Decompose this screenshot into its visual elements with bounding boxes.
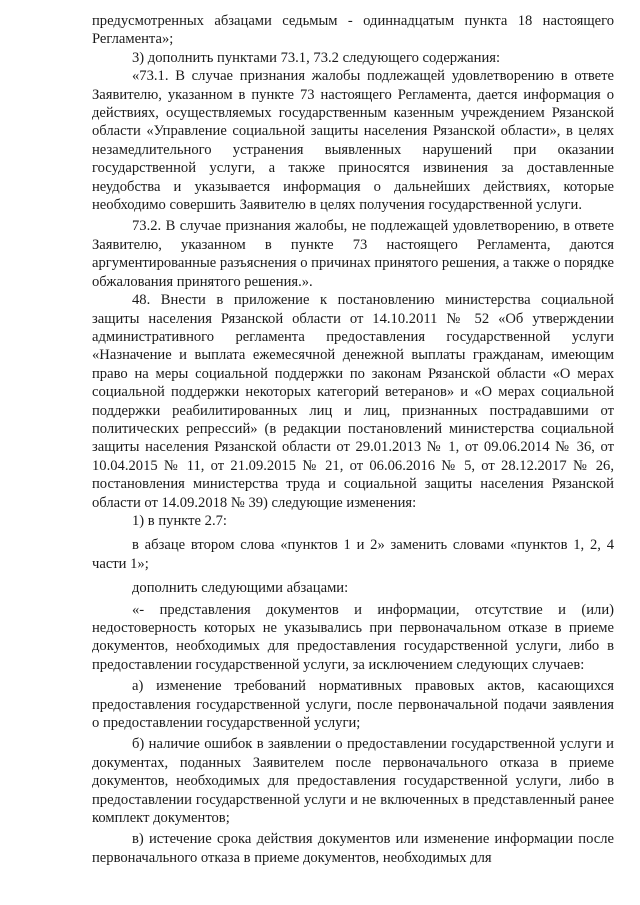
paragraph-48: 48. Внести в приложение к постановлению министерства социальной защиты населения Рязанской области от 14.10.2011 № 52 «Об утверждении административного регламента предоставления государственной услуги «Назначение и выплата ежемесячной денежной выплаты гражданам, имеющим право на меры социальной поддержки по законам Рязанской области «О мерах социальной поддержки некоторых категорий ветеранов» и «О мерах социальной поддержки реабилитированных лиц и лиц, признанных пострадавшими от политических репрессий» (в редакции постановлений министерства социальной защиты населения Рязанской области от 29.01.2013 № 1, от 09.06.2014 № 36, от 10.04.2015 № 11, от 21.09.2015 № 21, от 06.06.2016 № 5, от 28.12.2017 № 26, постановления министерства труда и социальной защиты населения Рязанской области от 14.09.2018 № 39) следующие изменения: bbox=[92, 292, 614, 511]
paragraph-continuation: предусмотренных абзацами седьмым - одиннадцатым пункта 18 настоящего Регламента»; bbox=[92, 13, 614, 48]
paragraph-73-1: «73.1. В случае признания жалобы подлежащей удовлетворению в ответе Заявителю, указанном в пункте 73 настоящего Регламента, дается информация о действиях, осуществляемых государственным казенным учреждением Рязанской области «Управление социальной защиты населения Рязанской области», в целях незамедлительного устранения выявленных нарушений при оказании государственной услуги, а также приносятся извинения за доставленные неудобства и указывается информация о дальнейших действиях, которые необходимо совершить Заявителю в целях получения государственной услуги. bbox=[92, 68, 614, 214]
paragraph-clause-v: в) истечение срока действия документов или изменение информации после первоначального отказа в приеме документов, необходимых для bbox=[92, 831, 614, 866]
paragraph-add-clauses: дополнить следующими абзацами: bbox=[132, 580, 349, 597]
paragraph-replace-words: в абзаце втором слова «пунктов 1 и 2» заменить словами «пунктов 1, 2, 4 части 1»; bbox=[92, 537, 614, 572]
paragraph-clause-dash: «- представления документов и информации, отсутствие и (или) недостоверность которых не указывались при первоначальном отказе в приеме документов, необходимых для предоставления государственной услуги, либо в предоставлении государственной услуги, за исключением следующих случаев: bbox=[92, 601, 614, 673]
paragraph-clause-a: а) изменение требований нормативных правовых актов, касающихся предоставления государственной услуги, после первоначальной подачи заявления о предоставлении государственной услуги; bbox=[92, 678, 614, 732]
document-body bbox=[92, 12, 614, 867]
paragraph-item-1: 1) в пункте 2.7: bbox=[132, 512, 227, 529]
paragraph-clause-b: б) наличие ошибок в заявлении о предоставлении государственной услуги и документах, поданных Заявителем после первоначального отказа в приеме документов, необходимых для предоставления государственной услуги, либо в предоставлении государственной услуги и не включенных в представленный ранее комплект документов; bbox=[92, 736, 614, 827]
paragraph-item-3: 3) дополнить пунктами 73.1, 73.2 следующего содержания: bbox=[132, 49, 501, 66]
paragraph-73-2: 73.2. В случае признания жалобы, не подлежащей удовлетворению, в ответе Заявителю, указанном в пункте 73 настоящего Регламента, даются аргументированные разъяснения о причинах принятого решения, а также о порядке обжалования принятого решения.». bbox=[92, 218, 614, 290]
